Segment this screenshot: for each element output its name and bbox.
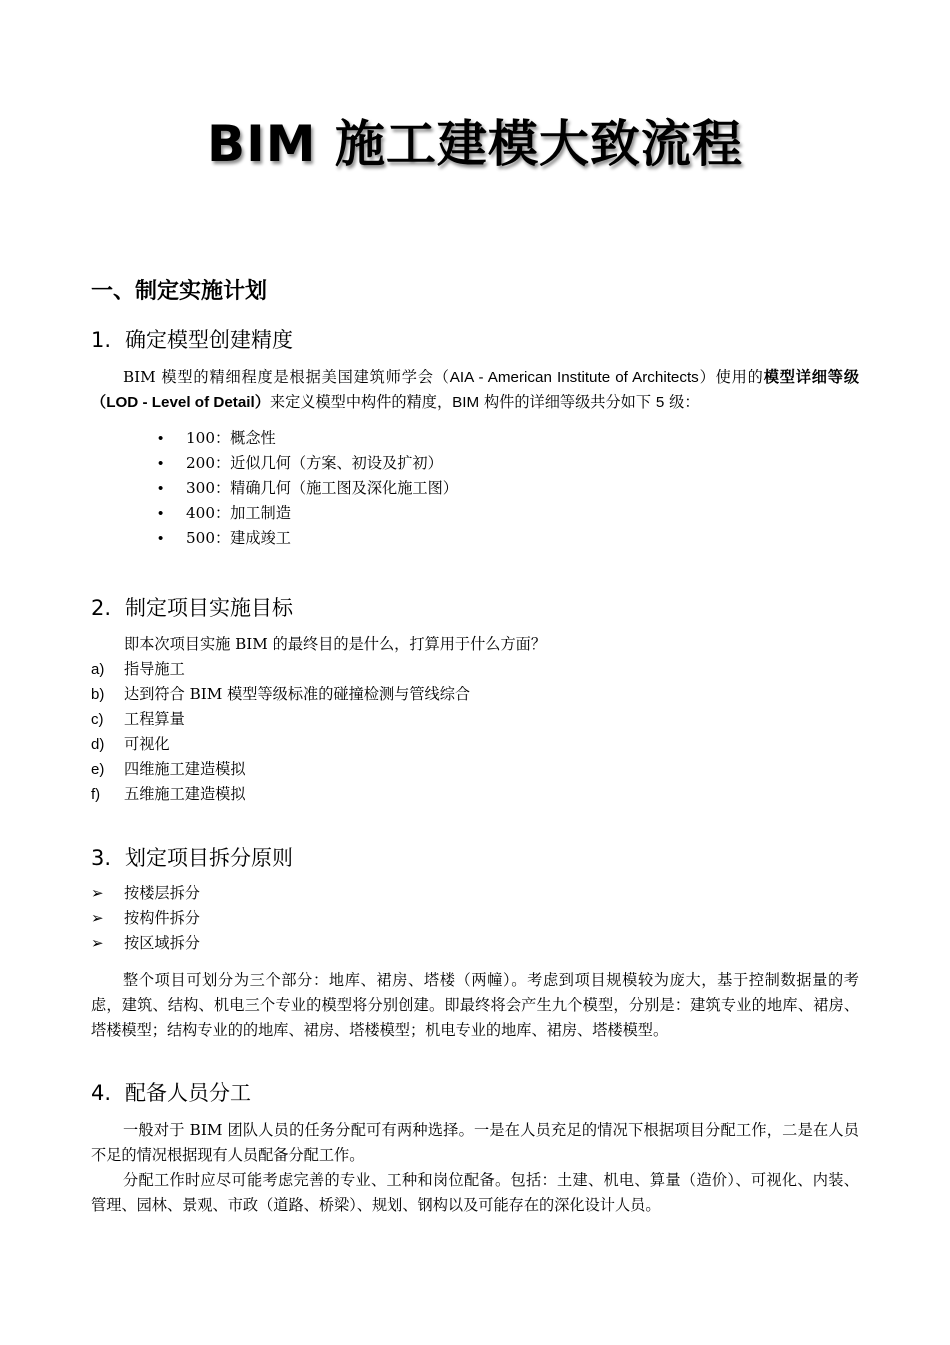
arrow-bullet-icon: ➢ [91, 935, 104, 952]
bullet-marker: • [158, 480, 164, 497]
list-marker: b) [91, 686, 105, 703]
list-marker: d) [91, 736, 105, 753]
list-item: 100：概念性 [186, 429, 276, 447]
list-item: 按楼层拆分 [124, 884, 200, 902]
arrow-bullet-icon: ➢ [91, 910, 104, 927]
subsection-number: 2. [91, 596, 112, 620]
subsection-heading-3 [91, 842, 293, 872]
list-marker: f) [91, 786, 101, 803]
subsection-number: 4. [91, 1081, 112, 1105]
lod-paragraph: BIM 模型的精细程度是根据美国建筑师学会（AIA - American Institute of Architects）使用的模型详细等级（LOD - Level of Detail）来定义模型中构件的精度，BIM 构件的详细等级共分如下 5 级： [91, 368, 860, 411]
list-item: 按构件拆分 [124, 909, 200, 927]
list-item: 指导施工 [124, 660, 185, 678]
bullet-marker: • [158, 430, 164, 447]
list-marker: e) [91, 761, 105, 778]
bullet-marker: • [158, 505, 164, 522]
list-marker: c) [91, 711, 104, 728]
subsection-number: 1. [91, 328, 112, 352]
list-item: 五维施工建造模拟 [124, 785, 246, 803]
bullet-marker: • [158, 455, 164, 472]
arrow-bullet-icon: ➢ [91, 885, 104, 902]
bullet-marker: • [158, 530, 164, 547]
list-item: 四维施工建造模拟 [124, 760, 246, 778]
list-marker: a) [91, 661, 105, 678]
list-item: 可视化 [124, 735, 170, 753]
subsection-heading-4 [91, 1077, 251, 1107]
split-paragraph: 整个项目可划分为三个部分：地库、裙房、塔楼（两幢）。考虑到项目规模较为庞大，基于控制数据量的考虑，建筑、结构、机电三个专业的模型将分别创建。即最终将会产生九个模型，分别是：建筑专业的地库、裙房、塔楼模型；结构专业的的地库、裙房、塔楼模型；机电专业的地库、裙房、塔楼模型。 [91, 971, 859, 1039]
list-item: 500：建成竣工 [186, 529, 291, 547]
goals-intro: 即本次项目实施 BIM 的最终目的是什么，打算用于什么方面？ [124, 635, 547, 653]
subsection-heading-2 [91, 592, 293, 622]
list-item: 工程算量 [124, 710, 185, 728]
staffing-paragraph-1: 一般对于 BIM 团队人员的任务分配可有两种选择。一是在人员充足的情况下根据项目分配工作，二是在人员不足的情况根据现有人员配备分配工作。 [91, 1121, 859, 1164]
subsection-number: 3. [91, 846, 112, 870]
subsection-title: 制定项目实施目标 [125, 596, 293, 620]
staffing-paragraph-2: 分配工作时应尽可能考虑完善的专业、工种和岗位配备。包括：土建、机电、算量（造价）、可视化、内装、管理、园林、景观、市政（道路、桥梁）、规划、钢构以及可能存在的深化设计人员。 [91, 1171, 859, 1214]
list-item: 400：加工制造 [186, 504, 291, 522]
document-title: BIM 施工建模大致流程 [207, 115, 743, 173]
list-item: 200：近似几何（方案、初设及扩初） [186, 454, 443, 472]
list-item: 300：精确几何（施工图及深化施工图） [186, 479, 458, 497]
subsection-title: 划定项目拆分原则 [125, 846, 293, 870]
list-item: 按区域拆分 [124, 934, 200, 952]
subsection-title: 配备人员分工 [125, 1081, 251, 1105]
subsection-heading-1 [91, 324, 293, 354]
subsection-title: 确定模型创建精度 [125, 328, 293, 352]
section-heading-1: 一、制定实施计划 [91, 279, 268, 304]
list-item: 达到符合 BIM 模型等级标准的碰撞检测与管线综合 [124, 685, 471, 703]
